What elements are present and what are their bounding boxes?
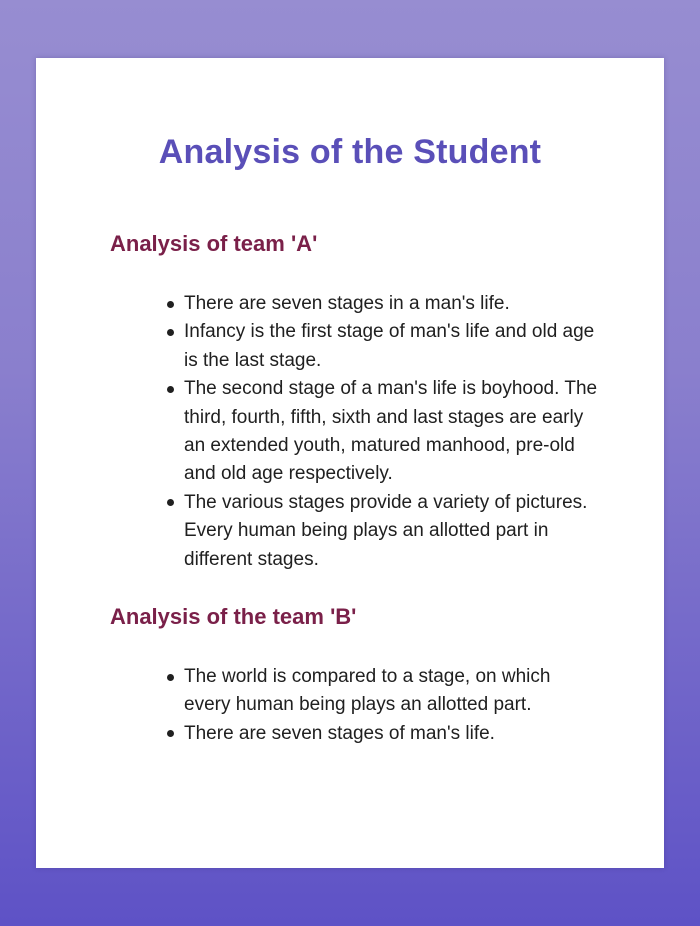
page-title: Analysis of the Student xyxy=(158,133,542,171)
list-item-text: There are seven stages of man's life. xyxy=(184,722,495,744)
bullet-icon xyxy=(167,499,174,506)
list-item xyxy=(184,318,602,375)
section-heading-team-a: Analysis of team 'A' xyxy=(110,231,318,256)
list-item-text: There are seven stages in a man's life. xyxy=(184,293,510,314)
bullet-icon xyxy=(167,301,174,308)
section-heading-team-b: Analysis of the team 'B' xyxy=(110,604,357,630)
bullet-list-team-a xyxy=(110,290,602,574)
list-item xyxy=(184,663,602,720)
bullet-icon xyxy=(167,674,174,681)
section-team-b xyxy=(110,603,590,748)
bullet-icon xyxy=(167,730,174,737)
bullet-list-team-b xyxy=(110,663,602,748)
list-item xyxy=(184,489,602,574)
list-item-text: Infancy is the first stage of man's life and old age is the last stage. xyxy=(184,321,595,371)
bullet-icon xyxy=(167,386,174,393)
list-item-text: The world is compared to a stage, on which every human being plays an allotted part. xyxy=(184,666,551,716)
bullet-icon xyxy=(167,329,174,336)
list-item xyxy=(184,290,602,318)
list-item xyxy=(184,375,602,489)
list-item xyxy=(184,720,602,748)
section-team-a xyxy=(110,230,598,574)
list-item-text: The second stage of a man's life is boyhood. The third, fourth, fifth, sixth and last stages are early an extended youth, matured manhood, pre-old and old age respectively. xyxy=(184,378,598,485)
list-item-text: The various stages provide a variety of pictures. Every human being plays an allotted part in different stages. xyxy=(184,491,588,570)
document-card xyxy=(36,58,664,868)
